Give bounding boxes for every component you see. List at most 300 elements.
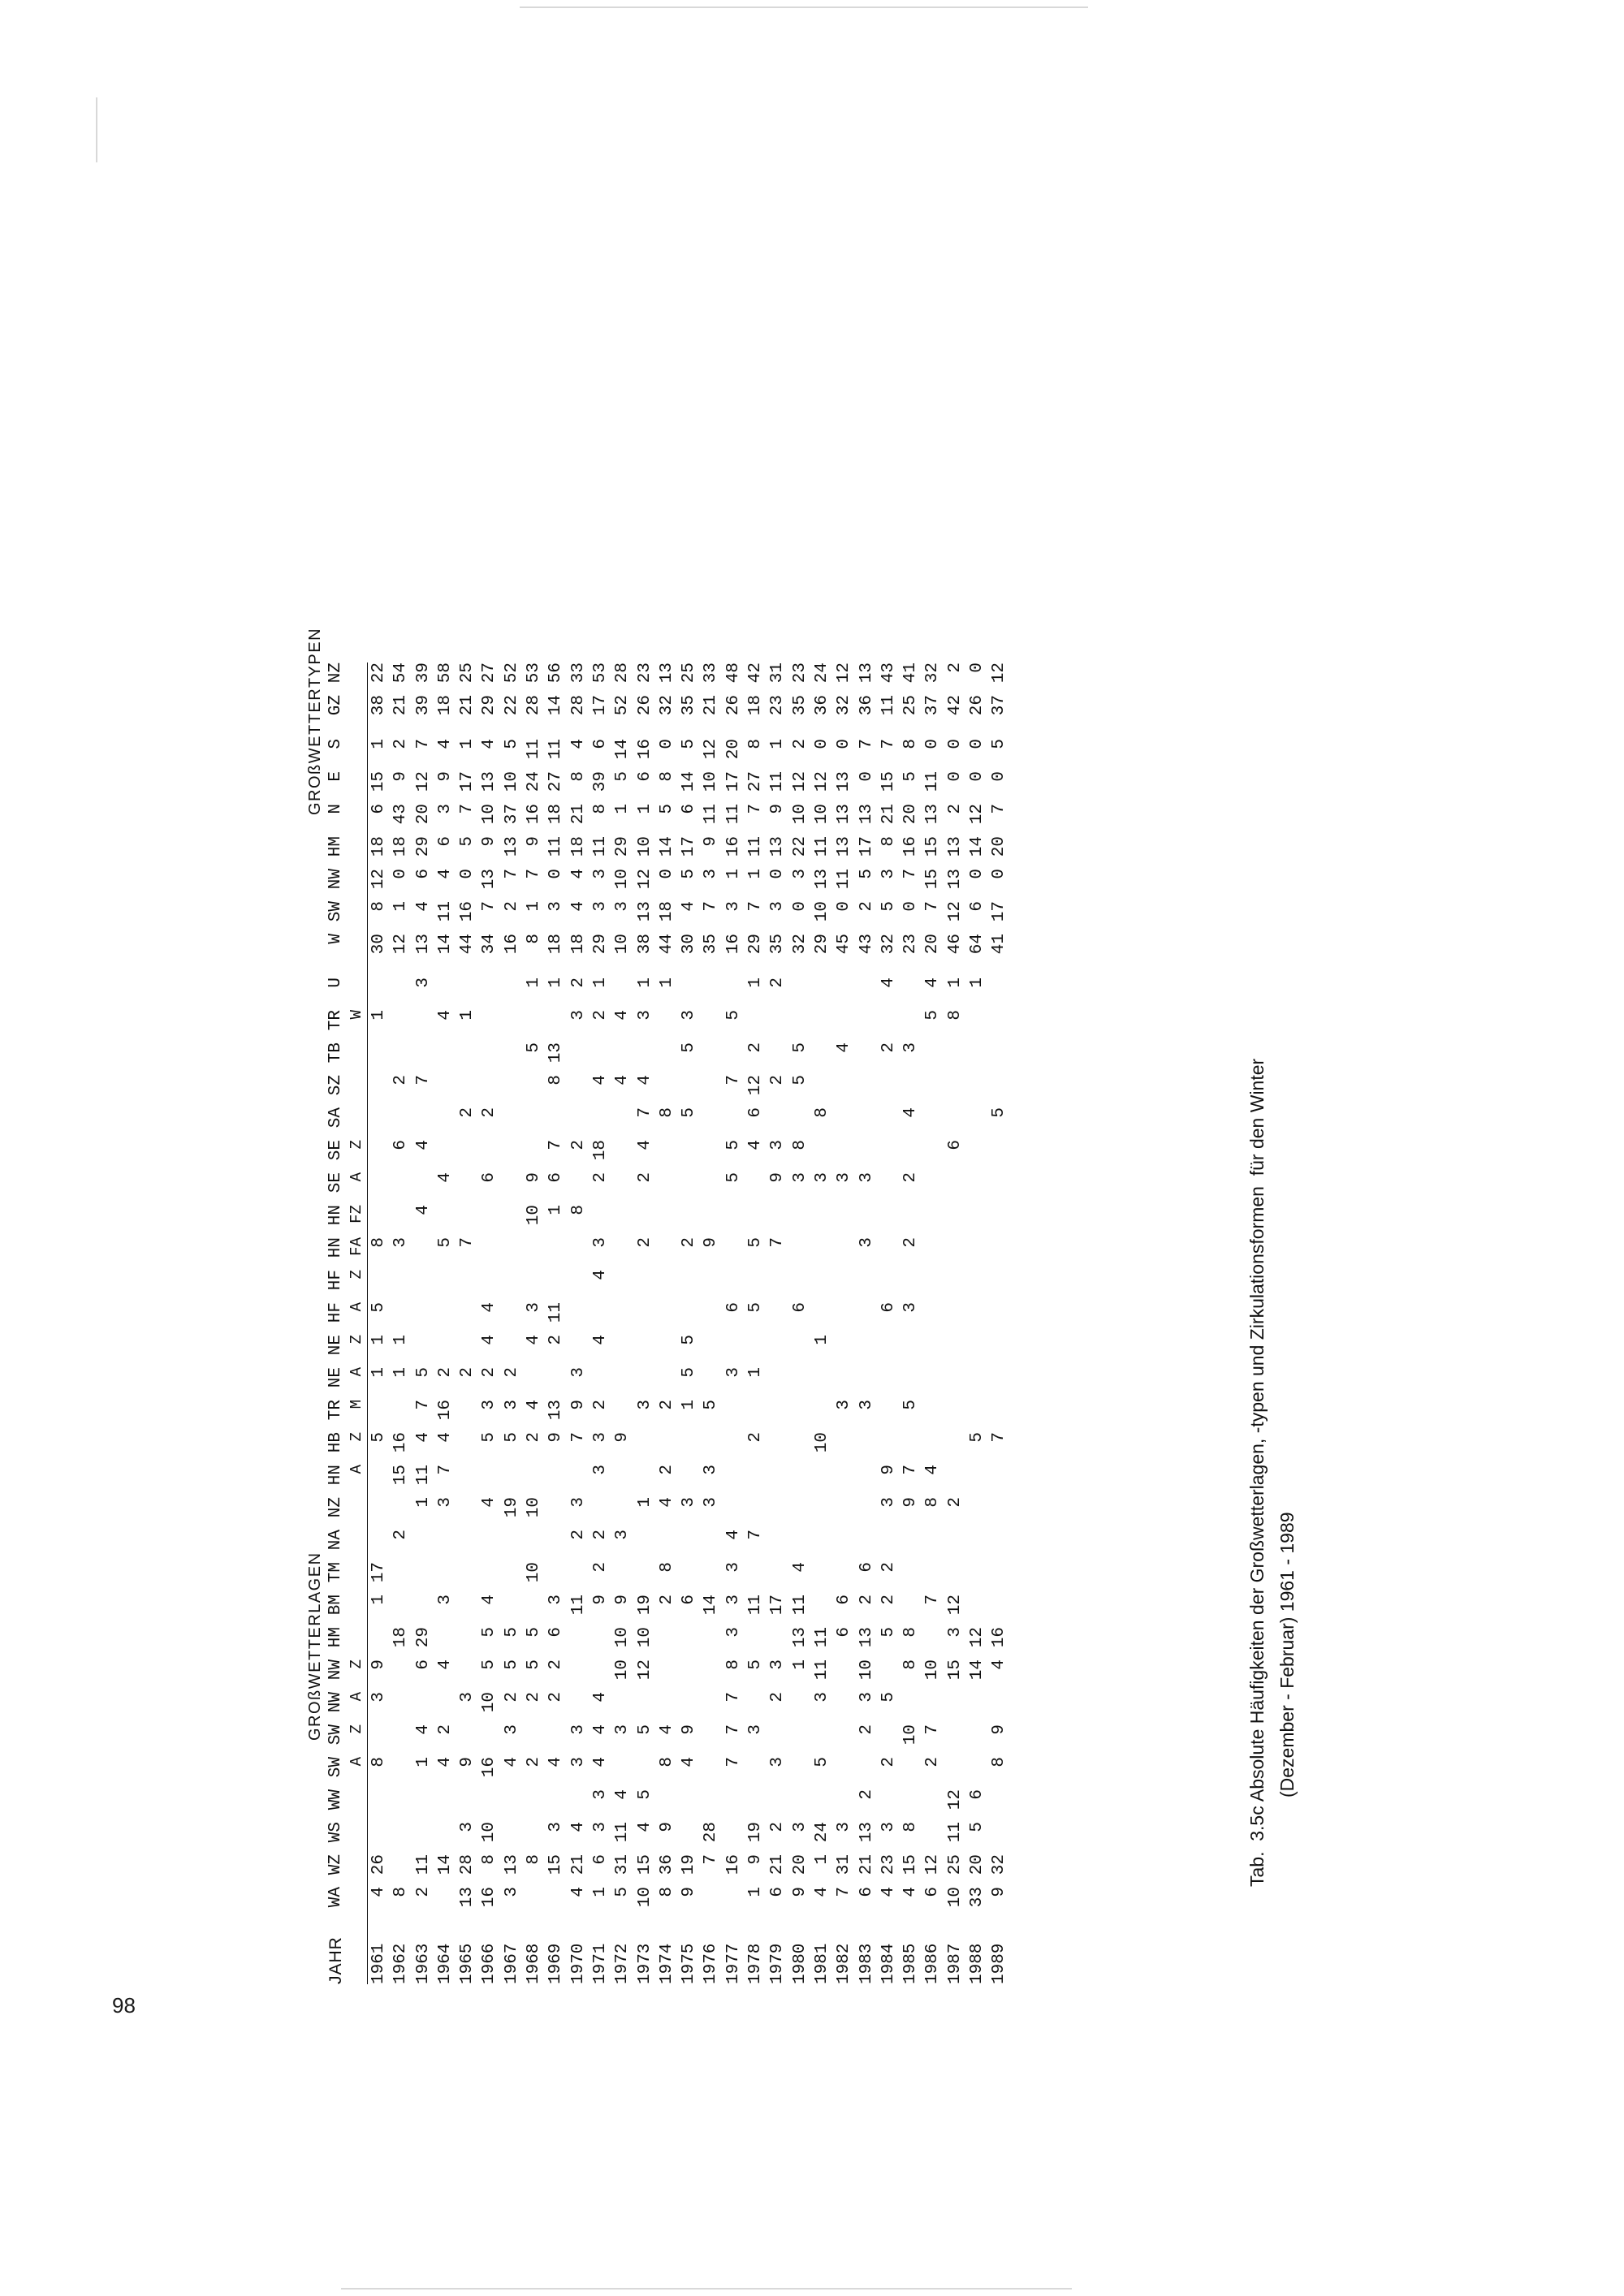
cell: 5 [480, 1627, 499, 1638]
col-header-hbz: HB [326, 1432, 345, 1453]
cell [434, 1789, 456, 1822]
cell [878, 1270, 900, 1302]
cell [966, 1172, 988, 1205]
col-header-na: NA [326, 1530, 345, 1551]
cell [811, 1465, 833, 1497]
cell: 3 [790, 1822, 810, 1832]
cell [568, 1042, 590, 1075]
cell: 5 [369, 1432, 388, 1443]
col-header-tm: TM [326, 1562, 345, 1583]
cell: 6 [546, 1172, 566, 1183]
cell [390, 1692, 412, 1724]
cell: 20 [413, 804, 433, 825]
cell: 11 [568, 1595, 588, 1616]
cell [545, 1887, 567, 1919]
cell: 18 [746, 695, 766, 716]
cell: 25 [901, 695, 921, 716]
cell [501, 1237, 523, 1270]
cell [590, 1205, 611, 1237]
col-subheader-13: A [348, 1465, 366, 1474]
cell: 1 [391, 901, 411, 912]
cell [634, 1302, 656, 1335]
cell: 8 [369, 1757, 388, 1767]
col-header-nea: NE [326, 1367, 345, 1388]
cell [966, 1757, 988, 1789]
cell [922, 1400, 944, 1432]
cell [478, 1530, 500, 1562]
cell [368, 1627, 390, 1659]
cell: 10 [613, 1659, 633, 1681]
cell: 4 [413, 901, 433, 912]
cell: 8 [590, 804, 610, 814]
cell: 28 [458, 1854, 477, 1875]
cell: 2 [879, 1042, 898, 1053]
cell: 7 [835, 1887, 854, 1897]
cell: 3 [613, 901, 633, 912]
cell: 8 [657, 1107, 676, 1118]
cell [434, 1692, 456, 1724]
cell: 16 [480, 1757, 499, 1778]
cell: 3 [723, 1627, 743, 1638]
cell [412, 1107, 434, 1140]
cell: 2 [657, 1595, 676, 1605]
cell: 9 [702, 1237, 721, 1248]
cell [833, 1270, 855, 1302]
cell [590, 1367, 611, 1400]
cell: 13 [790, 1627, 810, 1648]
cell: 14 [435, 1854, 455, 1875]
cell: 8 [746, 739, 766, 749]
cell: 36 [857, 695, 876, 716]
cell: 5 [723, 1010, 743, 1021]
cell: 5 [435, 1237, 455, 1248]
cell [656, 1042, 678, 1075]
cell [900, 1562, 922, 1595]
cell [922, 1822, 944, 1854]
cell: 28 [525, 695, 544, 716]
cell [523, 1789, 545, 1822]
table-row [545, 662, 567, 1984]
cell [656, 1659, 678, 1692]
cell [390, 1302, 412, 1335]
cell [789, 1692, 811, 1724]
cell: 0 [790, 901, 810, 912]
cell: 12 [702, 739, 721, 760]
cell: 30 [680, 934, 699, 955]
cell [833, 1302, 855, 1335]
cell: 33 [702, 662, 721, 684]
cell: 3 [723, 1595, 743, 1605]
cell [922, 1075, 944, 1107]
cell [833, 1432, 855, 1465]
cell [568, 1172, 590, 1205]
cell: 10 [613, 1627, 633, 1648]
cell: 3 [723, 901, 743, 912]
cell: 5 [480, 1659, 499, 1670]
cell: 4 [901, 1107, 921, 1118]
cell [501, 1010, 523, 1042]
cell: 3 [590, 1237, 610, 1248]
cell: 12 [945, 901, 965, 922]
row-year: 1963 [413, 1943, 433, 1984]
cell [789, 1335, 811, 1367]
cell [634, 1042, 656, 1075]
cell: 16 [990, 1627, 1009, 1648]
row-year: 1970 [568, 1943, 588, 1984]
cell [434, 1107, 456, 1140]
col-subheader-24 [347, 1107, 367, 1140]
page-number: 98 [112, 1993, 136, 2018]
cell: 4 [590, 1335, 610, 1345]
cell [678, 1692, 700, 1724]
cell: 35 [702, 934, 721, 955]
cell [966, 1335, 988, 1367]
cell [656, 1432, 678, 1465]
cell: 2 [857, 901, 876, 912]
cell: 1 [369, 1010, 388, 1021]
table-row [656, 662, 678, 1984]
cell [944, 1367, 966, 1400]
cell: 5 [502, 1659, 521, 1670]
cell [833, 1724, 855, 1757]
cell [966, 1042, 988, 1075]
cell [966, 1107, 988, 1140]
cell [678, 1627, 700, 1659]
cell [545, 1530, 567, 1562]
cell: 2 [525, 1757, 544, 1767]
cell [922, 1302, 944, 1335]
table-row [944, 662, 966, 1984]
cell: 5 [723, 1172, 743, 1183]
cell [700, 1562, 722, 1595]
cell [856, 1757, 878, 1789]
cell: 16 [723, 1854, 743, 1875]
cell [501, 1270, 523, 1302]
cell: 4 [590, 1270, 610, 1280]
cell: 18 [568, 934, 588, 955]
cell [678, 1205, 700, 1237]
cell: 0 [968, 662, 987, 673]
cell [523, 1075, 545, 1107]
cell: 16 [435, 1400, 455, 1421]
cell: 14 [613, 739, 633, 760]
cell [833, 1237, 855, 1270]
cell: 8 [990, 1757, 1009, 1767]
cell: 2 [945, 662, 965, 673]
cell [833, 1335, 855, 1367]
cell [545, 1562, 567, 1595]
cell [700, 1075, 722, 1107]
table-row [478, 662, 500, 1984]
cell: 3 [945, 1627, 965, 1638]
cell [789, 1367, 811, 1400]
cell [767, 1270, 788, 1302]
cell: 31 [613, 1854, 633, 1875]
cell [545, 1270, 567, 1302]
col-subheader-36 [347, 695, 367, 739]
cell: 0 [923, 739, 943, 749]
col-header-type-e: E [326, 771, 345, 782]
cell: 4 [568, 869, 588, 879]
cell [878, 1530, 900, 1562]
cell [456, 1042, 478, 1075]
cell: 5 [812, 1757, 831, 1767]
cell: 13 [857, 1822, 876, 1843]
cell [501, 1172, 523, 1205]
cell [811, 1562, 833, 1595]
cell [745, 1400, 767, 1432]
row-year: 1972 [613, 1943, 633, 1984]
cell [789, 1497, 811, 1530]
cell [368, 1140, 390, 1172]
cell: 6 [590, 739, 610, 749]
cell [988, 1822, 1010, 1854]
cell: 9 [568, 1400, 588, 1410]
cell: 3 [458, 1822, 477, 1832]
cell [900, 1432, 922, 1465]
cell: 2 [635, 1237, 654, 1248]
cell: 3 [790, 869, 810, 879]
cell: 20 [990, 836, 1009, 857]
cell: 2 [480, 1367, 499, 1378]
cell [789, 1237, 811, 1270]
cell: 4 [613, 1075, 633, 1085]
cell: 10 [525, 1562, 544, 1583]
cell [678, 1432, 700, 1465]
cell [856, 1302, 878, 1335]
row-year: 1962 [391, 1943, 411, 1984]
cell: 12 [812, 771, 831, 792]
cell [745, 1789, 767, 1822]
cell [611, 1400, 633, 1432]
cell: 3 [590, 1432, 610, 1443]
cell [878, 1075, 900, 1107]
cell: 4 [635, 1140, 654, 1150]
cell: 16 [723, 836, 743, 857]
cell: 3 [857, 1172, 876, 1183]
cell [456, 1562, 478, 1595]
cell [700, 1010, 722, 1042]
cell [656, 1010, 678, 1042]
cell: 7 [635, 1107, 654, 1118]
col-subheader-15: M [348, 1400, 366, 1409]
cell [523, 1595, 545, 1627]
cell [656, 1075, 678, 1107]
cell: 13 [458, 1887, 477, 1908]
cell: 8 [657, 1757, 676, 1767]
cell: 8 [369, 901, 388, 912]
cell: 13 [480, 869, 499, 890]
cell [568, 1270, 590, 1302]
col-subheader-2 [347, 1822, 367, 1854]
cell: 12 [790, 771, 810, 792]
cell [878, 1140, 900, 1172]
cell: 9 [525, 836, 544, 847]
cell: 6 [391, 1140, 411, 1150]
cell: 26 [369, 1854, 388, 1875]
cell: 1 [546, 1205, 566, 1215]
cell [922, 1530, 944, 1562]
cell: 26 [635, 695, 654, 716]
cell: 3 [702, 1497, 721, 1508]
col-header-type-w: W [326, 934, 345, 944]
cell: 3 [613, 1530, 633, 1540]
row-year: 1983 [857, 1943, 876, 1984]
cell [922, 1172, 944, 1205]
cell [434, 1302, 456, 1335]
cell: 7 [568, 1432, 588, 1443]
cell [368, 978, 390, 1010]
col-header-ww: WW [326, 1789, 345, 1810]
cell [368, 1270, 390, 1302]
cell: 9 [901, 1497, 921, 1508]
cell: 64 [968, 934, 987, 955]
cell [412, 1562, 434, 1595]
table-row [745, 662, 767, 1984]
cell [723, 1400, 745, 1432]
cell: 39 [413, 662, 433, 684]
cell [678, 1789, 700, 1822]
cell [944, 1530, 966, 1562]
row-year: 1985 [901, 1943, 921, 1984]
cell: 9 [746, 1854, 766, 1865]
cell: 6 [968, 901, 987, 912]
cell [789, 1107, 811, 1140]
cell: 7 [458, 1237, 477, 1248]
cell [412, 1270, 434, 1302]
col-subheader-17: Z [348, 1335, 366, 1344]
cell: 5 [369, 1302, 388, 1313]
cell: 15 [945, 1659, 965, 1681]
cell [590, 1659, 611, 1692]
group-header-band [300, 296, 325, 1984]
cell [944, 1465, 966, 1497]
row-year: 1988 [968, 1943, 987, 1984]
cell [656, 1627, 678, 1659]
cell: 1 [613, 804, 633, 814]
cell: 7 [879, 739, 898, 749]
cell: 7 [723, 1757, 743, 1767]
cell [767, 1562, 788, 1595]
col-header-gz: GZ [326, 695, 345, 716]
cell [878, 1107, 900, 1140]
cell [545, 1497, 567, 1530]
table-row [590, 662, 611, 1984]
cell [767, 1367, 788, 1400]
cell: 1 [812, 1335, 831, 1345]
cell [856, 1140, 878, 1172]
cell: 4 [413, 1205, 433, 1215]
cell: 3 [857, 1237, 876, 1248]
cell: 11 [413, 1465, 433, 1486]
cell: 2 [590, 1172, 610, 1183]
cell [789, 1789, 811, 1822]
cell: 17 [369, 1562, 388, 1583]
cell: 1 [968, 978, 987, 988]
cell: 3 [413, 978, 433, 988]
cell [545, 1107, 567, 1140]
cell [767, 1205, 788, 1237]
cell [611, 1692, 633, 1724]
cell: 4 [480, 1302, 499, 1313]
cell [745, 1627, 767, 1659]
cell: 13 [835, 836, 854, 857]
cell: 6 [746, 1107, 766, 1118]
col-header-hnfa: HN [326, 1237, 345, 1258]
table-row [723, 662, 745, 1984]
cell: 0 [835, 739, 854, 749]
col-subheader-27: W [348, 1010, 366, 1020]
cell: 3 [568, 1010, 588, 1021]
cell: 12 [391, 934, 411, 955]
cell: 2 [590, 1010, 610, 1021]
cell: 53 [525, 662, 544, 684]
row-year: 1984 [879, 1943, 898, 1984]
col-header-sz: SZ [326, 1075, 345, 1096]
cell [944, 1270, 966, 1302]
cell: 7 [901, 869, 921, 879]
cell: 2 [768, 978, 788, 988]
cell [988, 1692, 1010, 1724]
cell [856, 1010, 878, 1042]
cell: 5 [502, 1432, 521, 1443]
col-subheader-34 [347, 771, 367, 804]
cell [434, 1075, 456, 1107]
cell [789, 1010, 811, 1042]
cell [568, 1075, 590, 1107]
cell [545, 1465, 567, 1497]
cell [611, 1562, 633, 1595]
cell: 27 [546, 771, 566, 792]
cell [811, 1400, 833, 1432]
cell [700, 1627, 722, 1659]
cell: 15 [546, 1854, 566, 1875]
cell: 10 [525, 1497, 544, 1518]
cell: 44 [657, 934, 676, 955]
cell: 1 [635, 804, 654, 814]
cell [478, 978, 500, 1010]
cell: 16 [723, 934, 743, 955]
cell: 58 [435, 662, 455, 684]
cell: 11 [945, 1822, 965, 1843]
cell [678, 1659, 700, 1692]
col-header-wz: WZ [326, 1854, 345, 1875]
cell [878, 1237, 900, 1270]
cell: 1 [391, 1335, 411, 1345]
cell: 14 [546, 695, 566, 716]
cell [523, 1822, 545, 1854]
cell [878, 1205, 900, 1237]
cell [723, 1335, 745, 1367]
cell [833, 1562, 855, 1595]
cell: 12 [635, 869, 654, 890]
cell: 3 [568, 1497, 588, 1508]
cell [678, 1530, 700, 1562]
cell: 2 [901, 1172, 921, 1183]
cell: 5 [879, 1692, 898, 1703]
row-year: 1961 [369, 1943, 388, 1984]
cell: 1 [413, 1757, 433, 1767]
cell: 7 [746, 1530, 766, 1540]
cell: 23 [768, 695, 788, 716]
cell: 17 [768, 1595, 788, 1616]
cell: 6 [680, 804, 699, 814]
cell [745, 1335, 767, 1367]
col-header-hna: HN [326, 1465, 345, 1486]
row-year: 1968 [525, 1943, 544, 1984]
cell: 6 [923, 1887, 943, 1897]
cell: 3 [768, 1757, 788, 1767]
